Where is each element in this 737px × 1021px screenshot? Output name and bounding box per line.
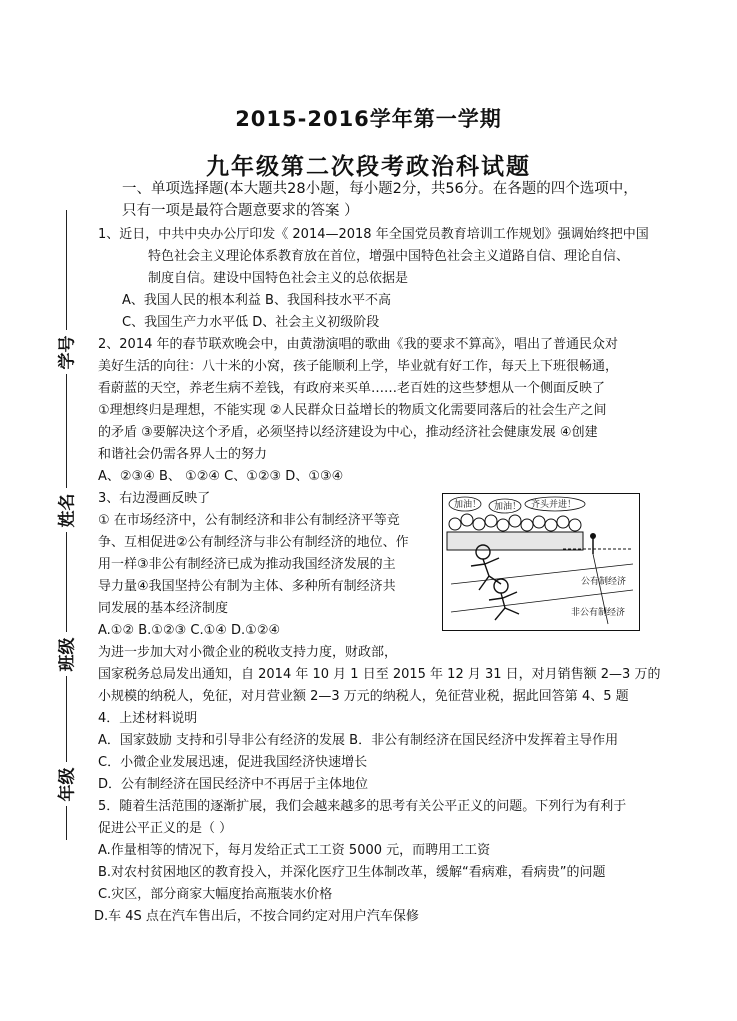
side-label-class: 班级 [50, 632, 80, 676]
cartoon-bubble-1: 加油！ [454, 500, 482, 510]
q1-stem-line2: 特色社会主义理论体系教育放在首位，增强中国特色社会主义道路自信、理论自信、 [148, 249, 630, 264]
material-line1: 为进一步加大对小微企业的税收支持力度，财政部， [98, 645, 398, 660]
q3-body-line4: 导力量④我国坚持公有制为主体、多种所有制经济共 [98, 579, 396, 594]
q1-stem-line1: 1、近日，中共中央办公厅印发《 2014—2018 年全国党员教育培训工作规划》强调始终把中国 [98, 227, 649, 242]
q5-option-b: B.对农村贫困地区的教育投入，并深化医疗卫生体制改革，缓解“看病难，看病贵”的问题 [98, 865, 606, 880]
q3-body-line3: 用一样③非公有制经济已成为推动我国经济发展的主 [98, 557, 396, 572]
cartoon-illustration [442, 493, 640, 631]
q2-stem-line6: 和谐社会仍需各界人士的努力 [98, 447, 268, 462]
q3-body-line1: ① 在市场经济中，公有制经济和非公有制经济平等竞 [98, 513, 400, 528]
material-line2: 国家税务总局发出通知，自 2014 年 10 月 1 日至 2015 年 12 月 31 日，对月销售额 2—3 万的 [98, 667, 661, 682]
q5-option-d: D.车 4S 点在汽车售出后，不按合同约定对用户汽车保修 [94, 909, 419, 924]
q3-body-line2: 争、互相促进②公有制经济与非公有制经济的地位、作 [98, 535, 409, 550]
side-label-student-id: 学号 [50, 330, 80, 374]
q3-options: A.①② B.①②③ C.①④ D.①②④ [98, 623, 281, 638]
q4-options-line3: D．公有制经济在国民经济中不再居于主体地位 [98, 777, 369, 792]
q5-stem-line2: 促进公平正义的是（ ） [98, 821, 233, 836]
q4-options-line2: C．小微企业发展迅速，促进我国经济快速增长 [98, 755, 368, 770]
q2-stem-line4: ①理想终归是理想，不能实现 ②人民群众日益增长的物质文化需要同落后的社会生产之间 [98, 403, 607, 418]
cartoon-label-nonpublic: 非公有制经济 [571, 608, 626, 618]
q2-stem-line5: 的矛盾 ③要解决这个矛盾，必须坚持以经济建设为中心，推动经济社会健康发展 ④创建 [98, 425, 598, 440]
material-line3: 小规模的纳税人，免征，对月营业额 2—3 万元的纳税人，免征营业税，据此回答第 4、5 题 [98, 689, 629, 704]
q2-stem-line1: 2、2014 年的春节联欢晚会中，由黄渤演唱的歌曲《我的要求不算高》，唱出了普通民众对 [98, 337, 618, 352]
q4-options-line1: A．国家鼓励 支持和引导非公有经济的发展 B．非公有制经济在国民经济中发挥着主导作用 [98, 733, 619, 748]
q1-options-line2: C、我国生产力水平低 D、社会主义初级阶段 [122, 315, 380, 330]
cartoon-bubble-3: 齐头并进！ [531, 500, 577, 510]
q4-stem: 4．上述材料说明 [98, 711, 198, 726]
q2-options: A、②③④ B、 ①②④ C、①②③ D、①③④ [98, 469, 344, 484]
exam-term-title: 2015-2016学年第一学期 [235, 107, 502, 131]
q5-option-a: A.作量相等的情况下，每月发给正式工工资 5000 元，而聘用工工资 [98, 843, 491, 858]
exam-subject-title: 九年级第二次段考政治科试题 [206, 154, 531, 180]
q3-body-line5: 同发展的基本经济制度 [98, 601, 229, 616]
q5-stem-line1: 5．随着生活范围的逐渐扩展，我们会越来越多的思考有关公平正义的问题。下列行为有利于 [98, 799, 627, 814]
q1-options-line1: A、我国人民的根本利益 B、我国科技水平不高 [122, 293, 391, 308]
q1-stem-line3: 制度自信。建设中国特色社会主义的总依据是 [148, 271, 409, 286]
q2-stem-line3: 看蔚蓝的天空，养老生病不差钱，有政府来买单……老百姓的这些梦想从一个侧面反映了 [98, 381, 606, 396]
side-label-name: 姓名 [50, 488, 80, 532]
q5-option-c: C.灾区，部分商家大幅度抬高瓶装水价格 [98, 887, 333, 902]
cartoon-bubble-2: 加油！ [494, 502, 522, 512]
q3-stem: 3、右边漫画反映了 [98, 491, 211, 506]
side-label-grade: 年级 [50, 762, 80, 806]
cartoon-label-public: 公有制经济 [581, 577, 627, 587]
section-heading-line1: 一、单项选择题(本大题共28小题，每小题2分，共56分。在各题的四个选项中， [122, 181, 638, 197]
q2-stem-line2: 美好生活的向往：八十米的小窝，孩子能顺利上学，毕业就有好工作，每天上下班很畅通， [98, 359, 619, 374]
section-heading-line2: 只有一项是最符合题意要求的答案 ） [122, 203, 359, 219]
